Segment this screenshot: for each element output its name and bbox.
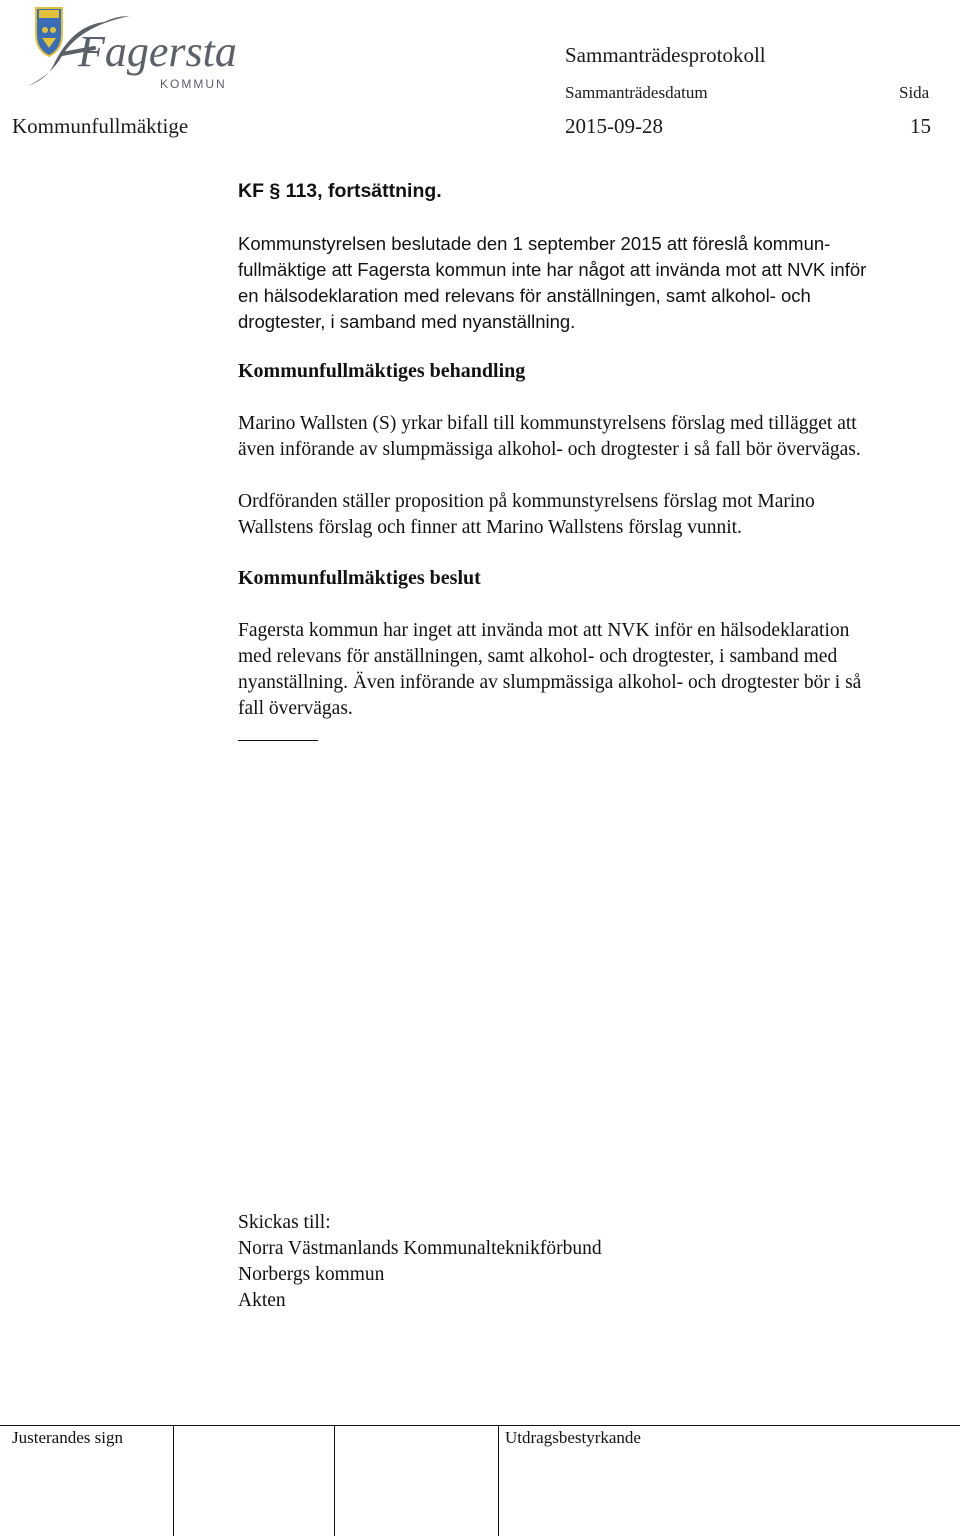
logo-subtext: KOMMUN <box>160 77 227 91</box>
section-end-rule <box>238 740 318 741</box>
section-title-beslut: Kommunfullmäktiges beslut <box>238 567 481 589</box>
intro-paragraph <box>238 231 950 335</box>
justerandes-sign-label: Justerandes sign <box>12 1428 123 1447</box>
meeting-date-label: Sammanträdesdatum <box>565 83 708 102</box>
beslut-paragraph <box>238 618 950 722</box>
text-line: nyanställning. Även införande av slumpmässiga alkohol- och drogtester bör i så <box>238 672 862 693</box>
text-line: med relevans för anställningen, samt alkohol- och drogtester, i samband med <box>238 646 838 667</box>
document-type: Sammanträdesprotokoll <box>565 43 766 67</box>
body-name: Kommunfullmäktige <box>12 114 189 138</box>
logo-wordmark: Fagersta <box>78 27 237 76</box>
section-title-behandling: Kommunfullmäktiges behandling <box>238 360 526 382</box>
text-line: drogtester, i samband med nyanställning. <box>238 311 576 332</box>
page-label: Sida <box>899 83 930 102</box>
text-line: Ordföranden ställer proposition på kommunstyrelsens förslag mot Marino <box>238 491 815 512</box>
text-line: Wallstens förslag och finner att Marino Wallstens förslag vunnit. <box>238 517 742 538</box>
behandling-paragraph-2 <box>238 489 950 541</box>
footer-divider <box>334 1425 335 1536</box>
recipient: Norbergs kommun <box>238 1264 385 1285</box>
utdragsbestyrkande-label: Utdragsbestyrkande <box>505 1428 641 1447</box>
recipient: Akten <box>238 1290 286 1311</box>
municipal-crest-icon <box>36 8 62 56</box>
fagersta-kommun-logo <box>12 4 244 96</box>
text-line: fall övervägas. <box>238 698 353 719</box>
footer-divider <box>173 1425 174 1536</box>
footer-rule <box>0 1425 960 1426</box>
section-heading: KF § 113, fortsättning. <box>238 180 442 202</box>
text-line: Kommunstyrelsen beslutade den 1 september 2015 att föreslå kommun- <box>238 233 831 254</box>
recipient: Norra Västmanlands Kommunalteknikförbund <box>238 1238 602 1259</box>
text-line: även införande av slumpmässiga alkohol- och drogtester i så fall bör övervägas. <box>238 439 861 460</box>
distribution-list <box>238 1210 950 1314</box>
text-line: en hälsodeklaration med relevans för anställningen, samt alkohol- och <box>238 285 811 306</box>
text-line: fullmäktige att Fagersta kommun inte har något att invända mot att NVK inför <box>238 259 867 280</box>
text-line: Marino Wallsten (S) yrkar bifall till kommunstyrelsens förslag med tillägget att <box>238 413 857 434</box>
text-line: Fagersta kommun har inget att invända mot att NVK inför en hälsodeklaration <box>238 620 850 641</box>
behandling-paragraph-1 <box>238 411 950 463</box>
page-number: 15 <box>910 114 931 138</box>
meeting-date: 2015-09-28 <box>565 114 663 138</box>
footer-divider <box>498 1425 499 1536</box>
send-to-label: Skickas till: <box>238 1212 331 1233</box>
